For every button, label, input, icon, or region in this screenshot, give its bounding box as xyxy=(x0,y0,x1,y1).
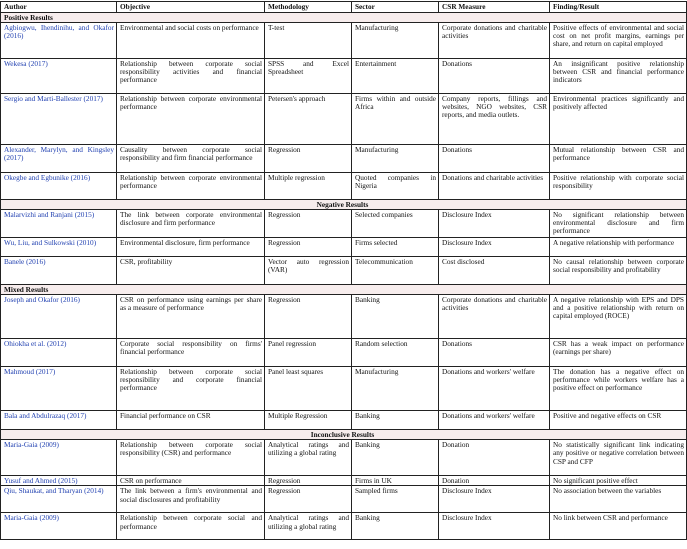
cell-finding: Environmental practices significantly and positively affected xyxy=(550,94,687,145)
cell-objective: CSR, profitability xyxy=(117,257,265,285)
cell-finding: An insignificant positive relationship between CSR and financial performance indicators xyxy=(550,59,687,94)
table-row xyxy=(1,486,687,513)
cell-author[interactable]: Maria-Gaia (2009) xyxy=(1,440,117,476)
cell-finding: A negative relationship with EPS and DPS and a positive relationship with return on capital employed (ROCE) xyxy=(550,295,687,339)
group-title: Positive Results xyxy=(1,13,687,23)
cell-objective: Causality between corporate social responsibility and firm financial performance xyxy=(117,145,265,173)
cell-finding: The donation has a negative effect on performance while workers welfare has a positive effect on performance xyxy=(550,367,687,411)
table-row xyxy=(1,238,687,257)
table-row xyxy=(1,23,687,59)
cell-author[interactable]: Ohiokha et al. (2012) xyxy=(1,339,117,367)
cell-sector: Manufacturing xyxy=(352,23,439,59)
cell-objective: Relationship between corporate environmental performance xyxy=(117,94,265,145)
cell-csr-measure: Donation xyxy=(439,440,550,476)
cell-methodology: Vector auto regression (VAR) xyxy=(265,257,352,285)
cell-objective: Relationship between corporate social and performance xyxy=(117,513,265,540)
cell-objective: Relationship between corporate social responsibility and corporate financial performance xyxy=(117,367,265,411)
header-methodology: Methodology xyxy=(265,2,352,13)
cell-finding: No significant relationship between environmental disclosure and firm performance xyxy=(550,210,687,238)
cell-csr-measure: Donations and workers' welfare xyxy=(439,411,550,430)
cell-csr-measure: Donations and charitable activities xyxy=(439,173,550,200)
cell-sector: Sampled firms xyxy=(352,486,439,513)
cell-author[interactable]: Mahmoud (2017) xyxy=(1,367,117,411)
cell-methodology: Panel least squares xyxy=(265,367,352,411)
cell-objective: CSR on performance using earnings per share as a measure of performance xyxy=(117,295,265,339)
group-header-row xyxy=(1,13,687,23)
cell-author[interactable]: Alexander, Marylyn, and Kingsley (2017) xyxy=(1,145,117,173)
cell-sector: Firms within and outside Africa xyxy=(352,94,439,145)
cell-author[interactable]: Agbiogwu, Ihendinihu, and Okafor (2016) xyxy=(1,23,117,59)
group-title: Negative Results xyxy=(1,200,687,210)
table-row xyxy=(1,440,687,476)
cell-author[interactable]: Sergio and Marti-Ballester (2017) xyxy=(1,94,117,145)
cell-sector: Manufacturing xyxy=(352,145,439,173)
cell-csr-measure: Company reports, fillings and websites, NGO websites, CSR reports, and media outlets. xyxy=(439,94,550,145)
cell-author[interactable]: Maria-Gaia (2009) xyxy=(1,513,117,540)
cell-csr-measure: Disclosure Index xyxy=(439,486,550,513)
cell-csr-measure: Donations xyxy=(439,339,550,367)
cell-csr-measure: Donations xyxy=(439,145,550,173)
cell-csr-measure: Donations xyxy=(439,59,550,94)
cell-sector: Random selection xyxy=(352,339,439,367)
cell-csr-measure: Donation xyxy=(439,476,550,486)
cell-csr-measure: Corporate donations and charitable activities xyxy=(439,295,550,339)
cell-sector: Telecommunication xyxy=(352,257,439,285)
cell-sector: Manufacturing xyxy=(352,367,439,411)
cell-author[interactable]: Yusuf and Ahmed (2015) xyxy=(1,476,117,486)
cell-finding: Positive effects of environmental and social cost on net profit margins, earnings per share, and return on capital employed xyxy=(550,23,687,59)
cell-objective: Relationship between corporate environmental performance xyxy=(117,173,265,200)
cell-sector: Entertainment xyxy=(352,59,439,94)
group-title: Inconclusive Results xyxy=(1,430,687,440)
cell-finding: CSR has a weak impact on performance (earnings per share) xyxy=(550,339,687,367)
cell-finding: Positive relationship with corporate social responsibility xyxy=(550,173,687,200)
header-objective: Objective xyxy=(117,2,265,13)
header-row xyxy=(1,2,687,13)
cell-sector: Firms selected xyxy=(352,238,439,257)
cell-methodology: Analytical ratings and utilizing a global rating xyxy=(265,513,352,540)
cell-objective: Environmental and social costs on performance xyxy=(117,23,265,59)
cell-objective: Corporate social responsibility on firms' financial performance xyxy=(117,339,265,367)
cell-objective: Relationship between corporate social responsibility activities and financial performance xyxy=(117,59,265,94)
cell-sector: Banking xyxy=(352,295,439,339)
group-header-row xyxy=(1,200,687,210)
cell-methodology: Multiple regression xyxy=(265,173,352,200)
cell-methodology: T-test xyxy=(265,23,352,59)
cell-methodology: Regression xyxy=(265,476,352,486)
table-row xyxy=(1,94,687,145)
table-row xyxy=(1,476,687,486)
cell-csr-measure: Donations and workers' welfare xyxy=(439,367,550,411)
cell-methodology: Regression xyxy=(265,145,352,173)
literature-table xyxy=(0,1,687,540)
table-row xyxy=(1,367,687,411)
cell-objective: Relationship between corporate social responsibility (CSR) and performance xyxy=(117,440,265,476)
table-row xyxy=(1,411,687,430)
cell-methodology: Regression xyxy=(265,210,352,238)
cell-finding: No causal relationship between corporate social responsibility and profitability xyxy=(550,257,687,285)
table-body xyxy=(1,13,687,540)
group-header-row xyxy=(1,430,687,440)
cell-csr-measure: Disclosure Index xyxy=(439,210,550,238)
table-row xyxy=(1,145,687,173)
cell-sector: Quoted companies in Nigeria xyxy=(352,173,439,200)
cell-author[interactable]: Malarvizhi and Ranjani (2015) xyxy=(1,210,117,238)
header-finding: Finding/Result xyxy=(550,2,687,13)
cell-objective: Financial performance on CSR xyxy=(117,411,265,430)
cell-methodology: Regression xyxy=(265,295,352,339)
cell-author[interactable]: Okegbe and Egbunike (2016) xyxy=(1,173,117,200)
cell-sector: Firms in UK xyxy=(352,476,439,486)
cell-csr-measure: Disclosure Index xyxy=(439,513,550,540)
cell-finding: Positive and negative effects on CSR xyxy=(550,411,687,430)
cell-csr-measure: Corporate donations and charitable activities xyxy=(439,23,550,59)
cell-author[interactable]: Qiu, Shaukat, and Tharyan (2014) xyxy=(1,486,117,513)
table-row xyxy=(1,295,687,339)
cell-finding: Mutual relationship between CSR and performance xyxy=(550,145,687,173)
cell-finding: No link between CSR and performance xyxy=(550,513,687,540)
table-row xyxy=(1,59,687,94)
table-row xyxy=(1,173,687,200)
cell-objective: The link between corporate environmental disclosure and firm performance xyxy=(117,210,265,238)
cell-author[interactable]: Banele (2016) xyxy=(1,257,117,285)
header-author: Author xyxy=(1,2,117,13)
cell-methodology: Regression xyxy=(265,486,352,513)
cell-methodology: Multiple Regression xyxy=(265,411,352,430)
cell-csr-measure: Disclosure Index xyxy=(439,238,550,257)
cell-sector: Banking xyxy=(352,513,439,540)
group-title: Mixed Results xyxy=(1,285,687,295)
cell-methodology: Petersen's approach xyxy=(265,94,352,145)
cell-sector: Selected companies xyxy=(352,210,439,238)
cell-csr-measure: Cost disclosed xyxy=(439,257,550,285)
header-sector: Sector xyxy=(352,2,439,13)
cell-objective: The link between a firm's environmental and social disclosures and profitability xyxy=(117,486,265,513)
group-header-row xyxy=(1,285,687,295)
cell-sector: Banking xyxy=(352,411,439,430)
cell-author[interactable]: Joseph and Okafor (2016) xyxy=(1,295,117,339)
table-row xyxy=(1,210,687,238)
cell-methodology: Panel regression xyxy=(265,339,352,367)
cell-methodology: Analytical ratings and utilizing a global rating xyxy=(265,440,352,476)
table-row xyxy=(1,513,687,540)
table-row xyxy=(1,257,687,285)
table-row xyxy=(1,339,687,367)
cell-finding: No association between the variables xyxy=(550,486,687,513)
header-csr-measure: CSR Measure xyxy=(439,2,550,13)
cell-objective: Environmental disclosure, firm performance xyxy=(117,238,265,257)
cell-author[interactable]: Bala and Abdulrazaq (2017) xyxy=(1,411,117,430)
cell-sector: Banking xyxy=(352,440,439,476)
cell-finding: No statistically significant link indicating any positive or negative correlation between CSP and CFP xyxy=(550,440,687,476)
cell-finding: No significant positive effect xyxy=(550,476,687,486)
cell-finding: A negative relationship with performance xyxy=(550,238,687,257)
cell-author[interactable]: Wekesa (2017) xyxy=(1,59,117,94)
cell-methodology: SPSS and Excel Spreadsheet xyxy=(265,59,352,94)
cell-author[interactable]: Wu, Liu, and Sulkowski (2010) xyxy=(1,238,117,257)
cell-methodology: Regression xyxy=(265,238,352,257)
cell-objective: CSR on performance xyxy=(117,476,265,486)
